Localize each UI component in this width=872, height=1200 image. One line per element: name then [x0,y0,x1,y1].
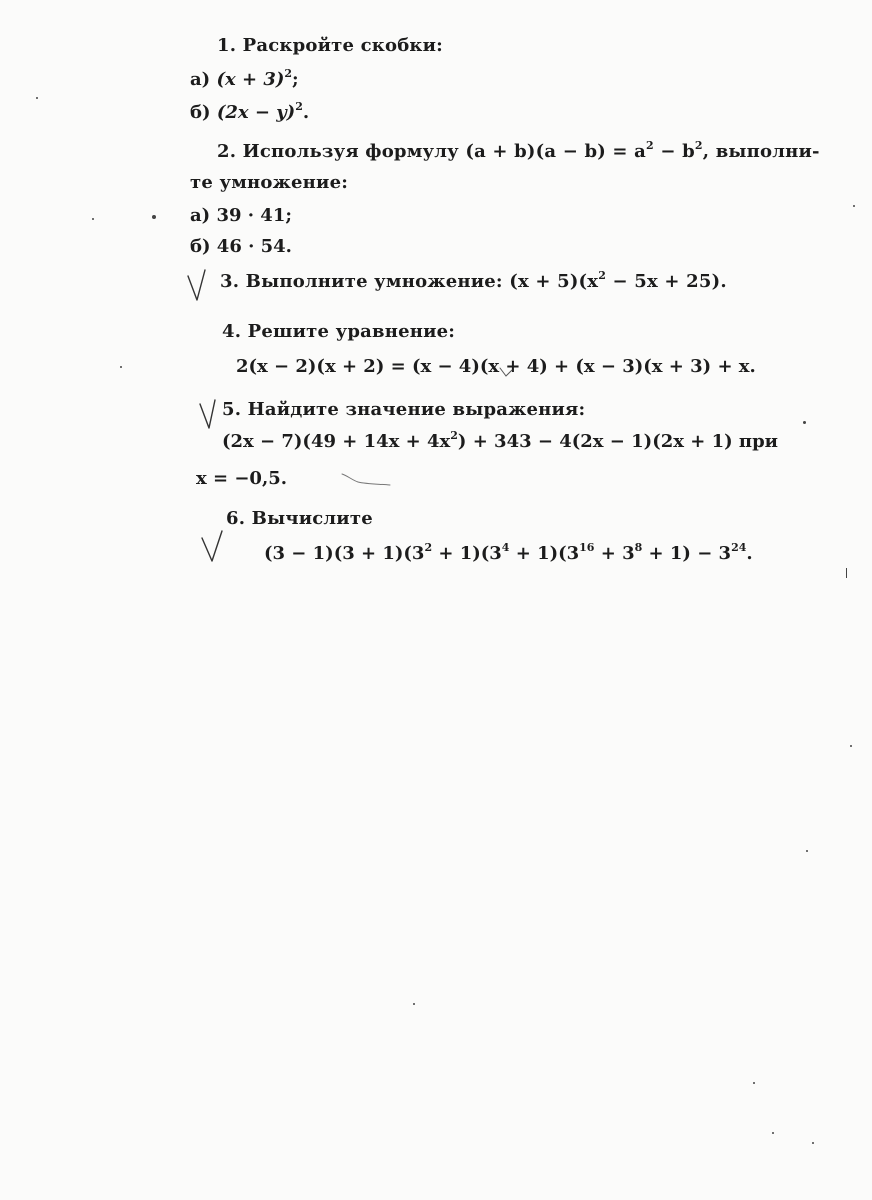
task-6-part-2: + 1)(3 [432,543,502,564]
task-5-check-icon [198,398,222,432]
scan-speck [850,745,852,747]
task-6-exp-5: 24 [731,541,747,554]
task-4-equation: 2(x − 2)(x + 2) = (x − 4)(x + 4) + (x − 3)(x + 3) + x. [236,356,756,377]
scan-speck [853,205,855,207]
task-1a [190,68,299,92]
task-6-part-3: + 1)(3 [509,543,580,564]
task-2-heading-mid: − b [653,141,695,162]
task-2-heading-line2: те умножение: [190,172,349,193]
task-3-text-start: 3. Выполните умножение: (x + 5)(x [220,271,599,292]
task-1b-label: б) [190,102,211,123]
task-3-check-icon [186,268,210,304]
scan-speck [803,421,806,424]
task-1-heading: 1. Раскройте скобки: [217,35,443,56]
task-2-exp-1: 2 [646,139,654,152]
task-6-heading: 6. Вычислите [226,508,373,529]
task-5-condition: x = −0,5. [196,468,288,489]
scan-speck [806,850,808,852]
task-6-part-4: + 3 [594,543,635,564]
task-6-part-6: . [746,543,753,564]
task-2b: б) 46 · 54. [190,236,292,257]
pencil-tick-icon [498,366,514,382]
task-1a-exponent: 2 [284,67,293,80]
task-1b-expr: (2x − y) [216,102,296,123]
scan-speck [120,366,122,368]
task-6-exp-1: 2 [424,541,433,554]
task-1b [190,101,309,125]
task-1b-exponent: 2 [295,100,303,113]
task-6-exp-2: 4 [501,541,510,554]
task-6-exp-4: 8 [634,541,643,554]
task-5-expression [222,430,778,454]
scan-speck [812,1142,814,1144]
scan-speck [36,97,38,99]
scan-speck [413,1003,415,1005]
task-3 [220,270,727,294]
task-5-expr-start: (2x − 7)(49 + 14x + 4x [222,431,451,452]
task-2a: а) 39 · 41; [190,205,292,226]
task-3-text-end: − 5x + 25). [606,271,727,292]
task-1a-label: а) [190,69,211,90]
task-6-part-1: (3 − 1)(3 + 1)(3 [264,543,425,564]
task-1a-end: ; [292,69,299,90]
task-6-exp-3: 16 [579,541,595,554]
task-6-part-5: + 1) − 3 [642,543,732,564]
scan-speck [846,568,847,578]
pencil-scribble-icon [340,470,396,490]
task-3-exponent: 2 [598,269,607,282]
task-4-heading: 4. Решите уравнение: [222,321,456,342]
task-6-check-icon [200,528,226,564]
task-5-exponent: 2 [450,429,458,442]
task-1a-expr: (x + 3) [216,69,285,90]
scan-speck [152,215,156,219]
task-2-heading [217,140,820,164]
task-6-expression [264,542,753,566]
scan-speck [772,1132,774,1134]
task-2-heading-start: 2. Используя формулу (a + b)(a − b) = a [217,141,647,162]
scan-speck [753,1082,755,1084]
task-2-exp-2: 2 [694,139,703,152]
scan-speck [92,218,94,220]
task-5-expr-end: ) + 343 − 4(2x − 1)(2x + 1) при [457,431,779,452]
task-1b-end: . [302,102,310,123]
task-5-heading: 5. Найдите значение выражения: [222,399,586,420]
task-2-heading-end: , выполни- [702,141,820,162]
